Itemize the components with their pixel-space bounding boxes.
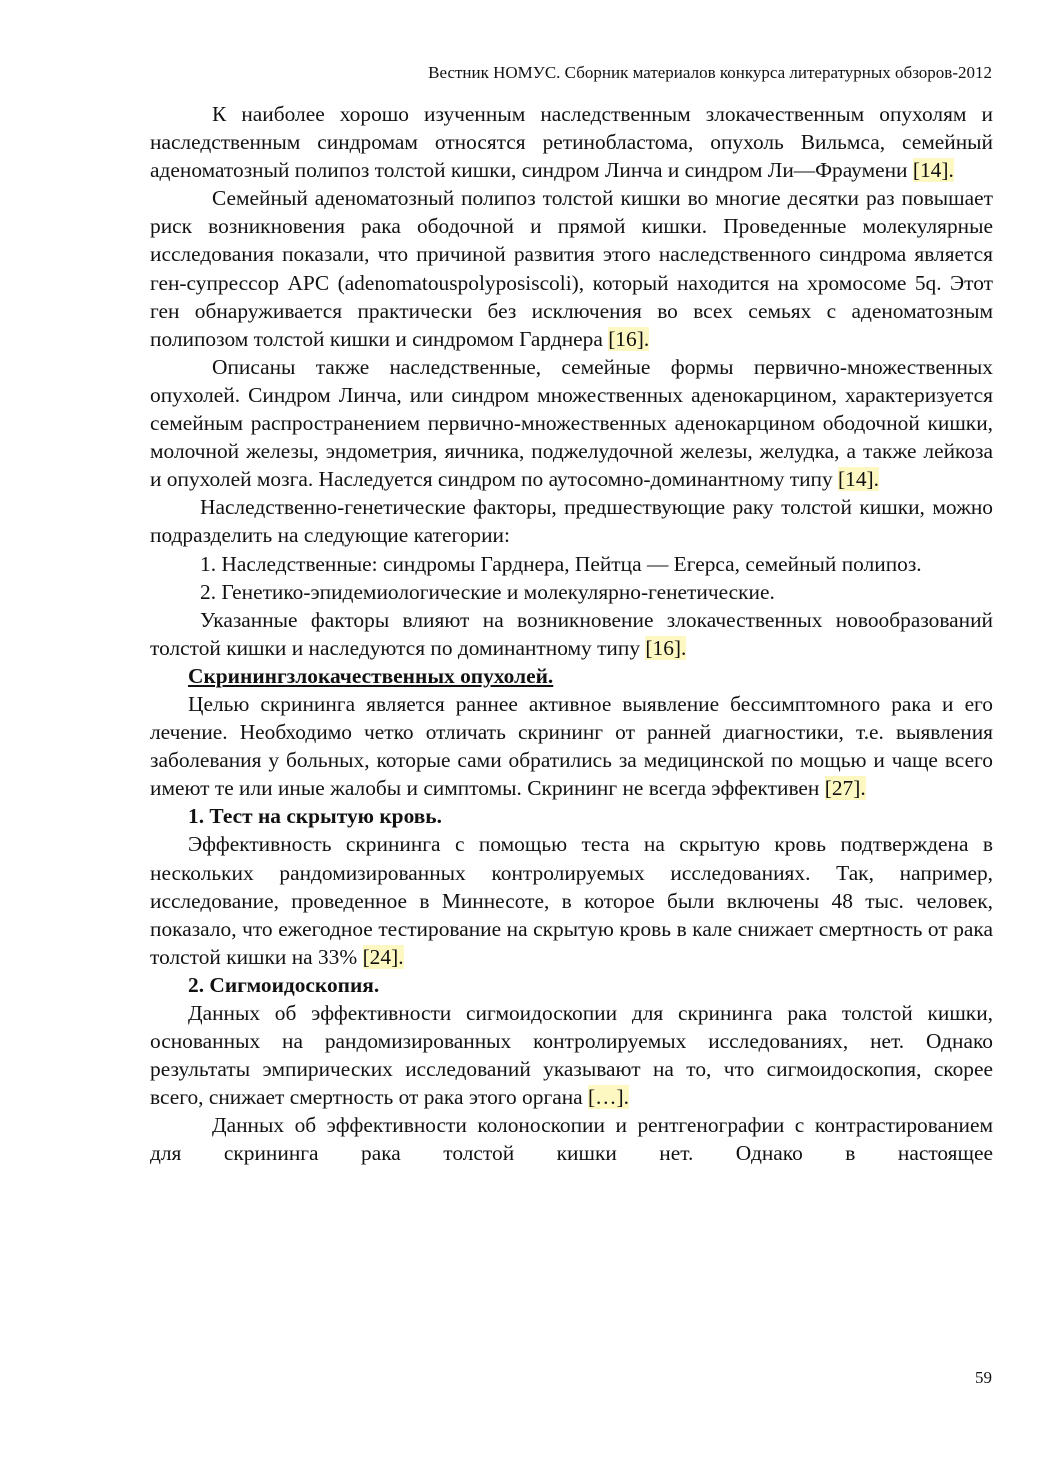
paragraph-text: Семейный аденоматозный полипоз толстой кишки во многие десятки раз повышает риск возникновения рака ободочной и прямой кишки. Проведенные молекулярные исследования показали, что причиной развития этого наследственного синдрома является ген-супрессор APC (adenomatouspolyposiscoli), который находится на хромосоме 5q. Этот ген обнаруживается практически без исключения во всех семьях с аденоматозным полипозом толстой кишки и синдромом Гарднера <box>150 186 993 351</box>
citation: [16]. <box>608 326 650 351</box>
document-body <box>150 100 993 1168</box>
subheading-sigmoidoscopy: 2. Сигмоидоскопия. <box>188 972 380 997</box>
paragraph-colonoscopy: Данных об эффективности колоноскопии и рентгенографии с контрастированием для скрининга рака толстой кишки нет. Однако в настоящее <box>150 1113 993 1166</box>
paragraph-factors-influence <box>150 606 993 662</box>
paragraph-lynch-syndrome <box>150 353 993 493</box>
citation: [14]. <box>838 467 880 492</box>
citation: [16]. <box>645 635 687 660</box>
section-heading-screening: Скринингзлокачественных опухолей. <box>188 663 554 688</box>
paragraph-hereditary-tumors <box>150 100 993 184</box>
paragraph-text: Указанные факторы влияют на возникновение злокачественных новообразований толстой кишки и наследуются по доминантному типу <box>150 607 993 660</box>
paragraph-screening-goal <box>150 690 993 802</box>
subheading-occult-blood-test: 1. Тест на скрытую кровь. <box>188 804 442 829</box>
paragraph-familial-polyposis <box>150 184 993 353</box>
list-item-hereditary: 1. Наследственные: синдромы Гарднера, Пейтца — Егерса, семейный полипоз. <box>200 551 922 576</box>
list-item-genetic-epidemiological: 2. Генетико-эпидемиологические и молекулярно-генетические. <box>200 579 775 604</box>
paragraph-text: Данных об эффективности сигмоидоскопии для скрининга рака толстой кишки, основанных на рандомизированных контролируемых исследованиях, нет. Однако результаты эмпирических исследований указывают на то, что сигмоидоскопия, скорее всего, снижает смертность от рака этого органа <box>150 1001 993 1110</box>
paragraph-genetic-factors: Наследственно-генетические факторы, предшествующие раку толстой кишки, можно подразделить на следующие категории: <box>150 495 993 548</box>
paragraph-text: Эффективность скрининга с помощью теста на скрытую кровь подтверждена в нескольких рандомизированных контролируемых исследованиях. Так, например, исследование, проведенное в Миннесоте, в которое были включены 48 тыс. человек, показало, что ежегодное тестирование на скрытую кровь в кале снижает смертность от рака толстой кишки на 33% <box>150 832 993 969</box>
paragraph-occult-blood <box>150 830 993 970</box>
citation: [24]. <box>362 944 404 969</box>
citation: [14]. <box>912 158 954 183</box>
paragraph-sigmoidoscopy <box>150 999 993 1111</box>
page-number: 59 <box>975 1368 992 1387</box>
paragraph-text: Целью скрининга является раннее активное выявление бессимптомного рака и его лечение. Необходимо четко отличать скрининг от ранней диагностики, т.е. выявления заболевания у больных, которые сами обратились за медицинской по мощью и чаще всего имеют те или иные жалобы и симптомы. Скрининг не всегда эффективен <box>150 691 993 801</box>
paragraph-text: К наиболее хорошо изученным наследственным злокачественным опухолям и наследственным синдромам относятся ретинобластома, опухоль Вильмса, семейный аденоматозный полипоз толстой кишки, синдром Линча и синдром Ли—Фраумени <box>150 102 993 183</box>
citation: [27]. <box>824 776 866 801</box>
paragraph-text: Описаны также наследственные, семейные формы первично-множественных опухолей. Синдром Линча, или синдром множественных аденокарцином, характеризуется семейным распространением первично-множественных аденокарцином ободочной кишки, молочной железы, эндометрия, яичника, поджелудочной железы, желудка, а также лейкоза и опухолей мозга. Наследуется синдром по аутосомно-доминантному типу <box>150 354 993 492</box>
citation: […]. <box>588 1085 629 1110</box>
running-header: Вестник НОМУС. Сборник материалов конкурса литературных обзоров-2012 <box>428 63 992 82</box>
